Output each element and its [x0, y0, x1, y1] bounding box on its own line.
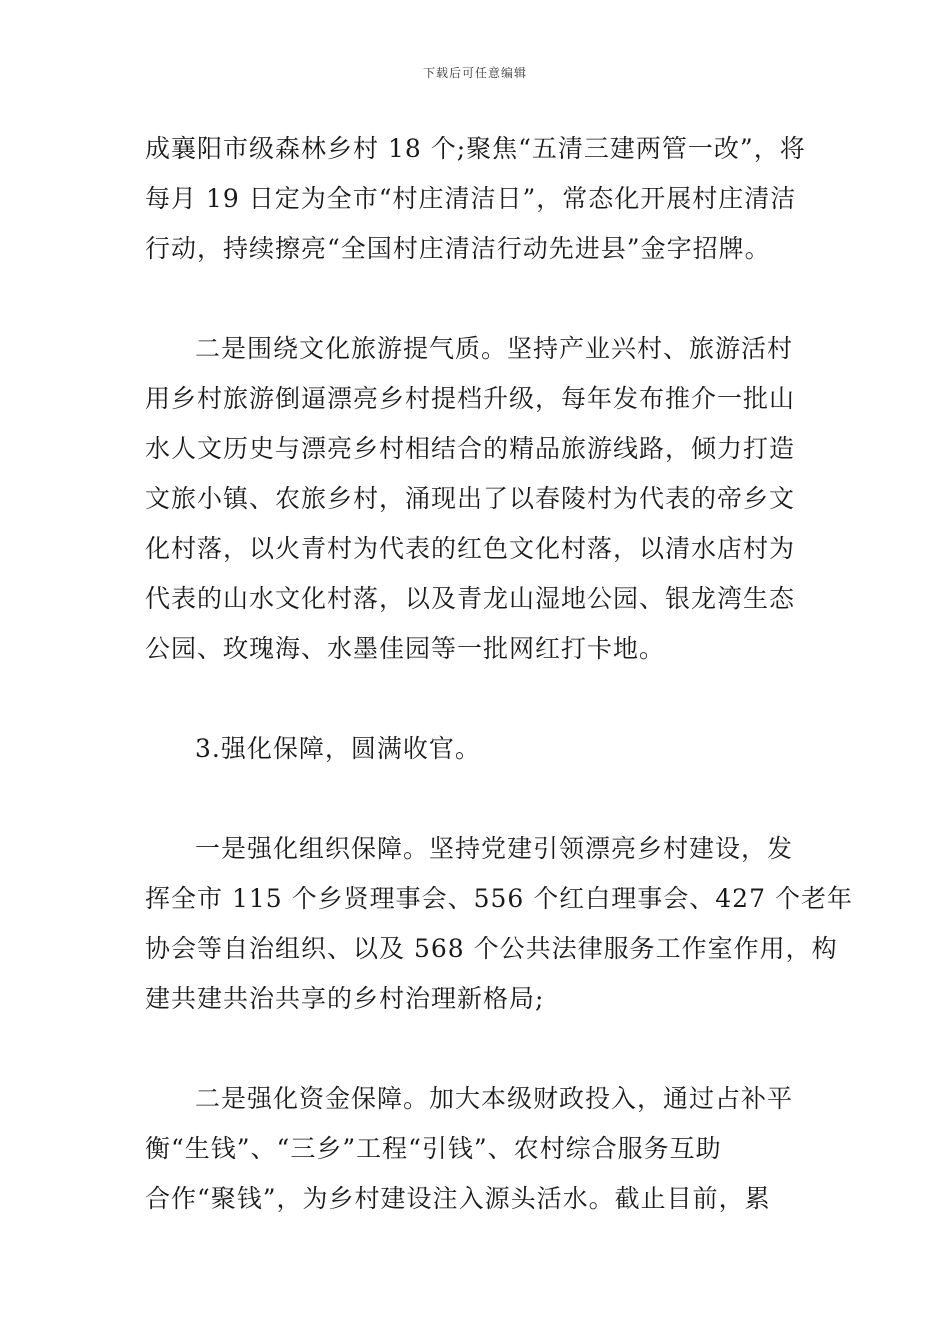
text-line: 合作“聚钱”，为乡村建设注入源头活水。截止目前，累 [145, 1184, 771, 1213]
paragraph-village-cleaning [145, 124, 810, 274]
paragraph-spacer [145, 774, 810, 824]
text-line: 代表的山水文化村落，以及青龙山湿地公园、银龙湾生态 [145, 584, 796, 613]
paragraph-spacer [145, 1024, 810, 1074]
text-line: 3.强化保障，圆满收官。 [195, 734, 481, 763]
text-line: 用乡村旅游倒逼漂亮乡村提档升级，每年发布推介一批山 [145, 384, 796, 413]
text-line: 二是强化资金保障。加大本级财政投入，通过占补平 [195, 1084, 794, 1113]
paragraph-culture-tourism [145, 324, 810, 674]
text-line: 建共建共治共享的乡村治理新格局; [145, 984, 545, 1013]
text-line: 化村落，以火青村为代表的红色文化村落，以清水店村为 [145, 534, 796, 563]
document-body [145, 124, 853, 1224]
text-line: 衡“生钱”、“三乡”工程“引钱”、农村综合服务互助 [145, 1134, 722, 1163]
section-heading-safeguards [145, 724, 810, 774]
page-header: 下载后可任意编辑 [422, 66, 527, 80]
paragraph-organization-guarantee [145, 824, 853, 1024]
paragraph-spacer [145, 674, 810, 724]
paragraph-funding-guarantee [145, 1074, 810, 1224]
text-line: 每月 19 日定为全市“村庄清洁日”，常态化开展村庄清洁 [145, 184, 797, 213]
text-line: 一是强化组织保障。坚持党建引领漂亮乡村建设，发 [195, 834, 794, 863]
paragraph-spacer [145, 274, 810, 324]
text-line: 公园、玫瑰海、水墨佳园等一批网红打卡地。 [145, 634, 666, 663]
text-line: 挥全市 115 个乡贤理事会、556 个红白理事会、427 个老年 [145, 884, 853, 913]
text-line: 行动，持续擦亮“全国村庄清洁行动先进县”金字招牌。 [145, 234, 771, 263]
text-line: 水人文历史与漂亮乡村相结合的精品旅游线路，倾力打造 [145, 434, 796, 463]
text-line: 二是围绕文化旅游提气质。坚持产业兴村、旅游活村 [195, 334, 794, 363]
text-line: 文旅小镇、农旅乡村，涌现出了以春陵村为代表的帝乡文 [145, 484, 796, 513]
text-line: 协会等自治组织、以及 568 个公共法律服务工作室作用，构 [145, 934, 838, 963]
text-line: 成襄阳市级森林乡村 18 个;聚焦“五清三建两管一改”，将 [145, 134, 806, 163]
